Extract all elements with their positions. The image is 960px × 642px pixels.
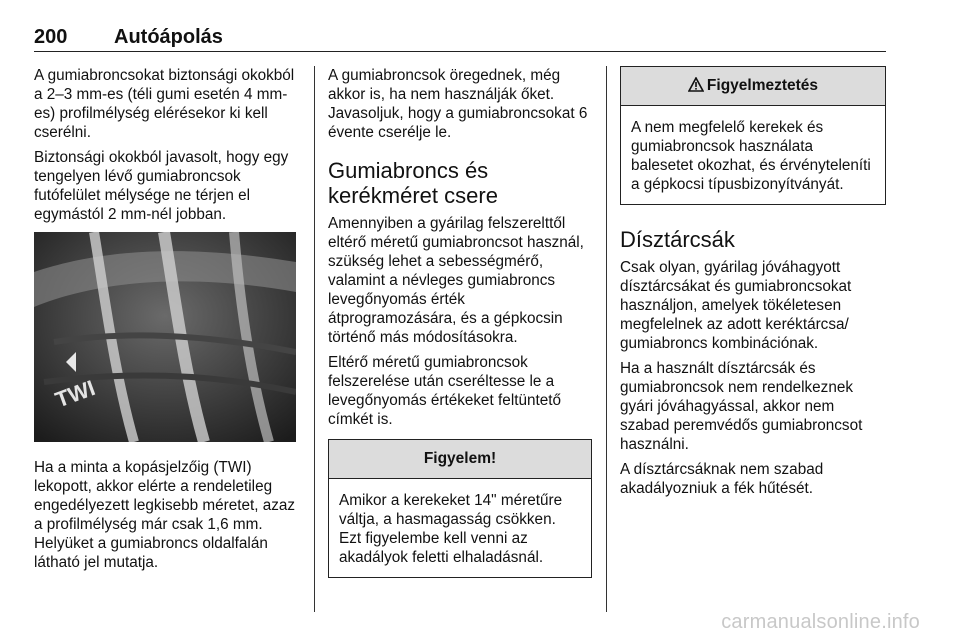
wheel-covers-paragraph-2: Ha a használt dísztárcsák és gumiabroncsok nem rendelkeznek gyári jóváhagyással, akkor nem szabad peremvédős gumiabroncsot használni.	[620, 360, 863, 453]
wheel-covers-paragraph-3: A dísztárcsáknak nem szabad akadályozniuk a fék hűtését.	[620, 461, 824, 497]
header-rule	[34, 51, 886, 52]
twi-label: TWI	[51, 375, 99, 413]
pressure-label-paragraph: Eltérő méretű gumiabroncsok felszerelése után cseréltesse le a levegőnyomás értékeket feltüntető címkét is.	[328, 354, 561, 428]
tire-size-change-heading: Gumiabroncs és kerékméret csere	[328, 158, 498, 208]
column-divider-2	[606, 66, 607, 612]
wheel-covers-paragraph-1: Csak olyan, gyárilag jóváhagyott dísztárcsákat és gumiabroncsokat használjon, amelyek tökéletesen megfelelnek az adott keréktárcsa/ gumiabroncs kombinációnak.	[620, 259, 852, 352]
column-divider-1	[314, 66, 315, 612]
warning-triangle-icon	[688, 77, 704, 92]
wheel-covers-heading: Dísztárcsák	[620, 227, 735, 252]
column-1	[34, 66, 302, 578]
warning-header	[621, 67, 885, 106]
watermark: carmanualsonline.info	[721, 611, 920, 633]
tread-depth-paragraph: A gumiabroncsokat biztonsági okokból a 2–3 mm-es (téli gumi esetén 4 mm-es) profilmélység elérésekor ki kell cserélni.	[34, 67, 295, 141]
warning-title: Figyelmeztetés	[706, 77, 819, 94]
twi-paragraph: Ha a minta a kopásjelzőig (TWI) lekopott, akkor elérte a rendeletileg engedélyezett legkisebb méretet, azaz a profilmélység már csak 1,6 mm. Helyüket a gumiabroncs oldalfalán látható jel mutatja.	[34, 459, 296, 571]
notice-text: Amikor a kerekeket 14" méretűre váltja, a hasmagasság csökken. Ezt figyelembe kell venni az akadályok feletti elhaladásnál.	[339, 492, 563, 566]
section-title: Autóápolás	[114, 26, 223, 48]
warning-box	[620, 66, 886, 205]
tire-aging-paragraph: A gumiabroncsok öregednek, még akkor is, ha nem használják őket. Javasoljuk, hogy a gumiabroncsokat 6 évente cserélje le.	[328, 67, 588, 141]
column-3	[620, 66, 886, 504]
axle-tread-paragraph: Biztonsági okokból javasolt, hogy egy tengelyen lévő gumiabroncsok futófelület mélysége ne térjen el egymástól 2 mm-nél jobban.	[34, 149, 289, 223]
tire-size-paragraph: Amennyiben a gyárilag felszerelttől eltérő méretű gumiabroncsot használ, szükség lehet a sebességmérő, valamint a névleges gumiabroncs levegőnyomás érték átprogramozására, és a gépkocsin történő más módosításokra.	[328, 215, 584, 346]
tire-tread-image	[34, 232, 296, 442]
notice-title: Figyelem!	[329, 440, 591, 479]
warning-text: A nem megfelelő kerekek és gumiabroncsok használata balesetet okozhat, és érvényteleníti a gépkocsi típusbizonyítványát.	[631, 119, 871, 193]
page-header	[34, 26, 884, 52]
notice-box	[328, 439, 592, 578]
column-2	[328, 66, 592, 578]
page-number: 200	[34, 26, 68, 48]
